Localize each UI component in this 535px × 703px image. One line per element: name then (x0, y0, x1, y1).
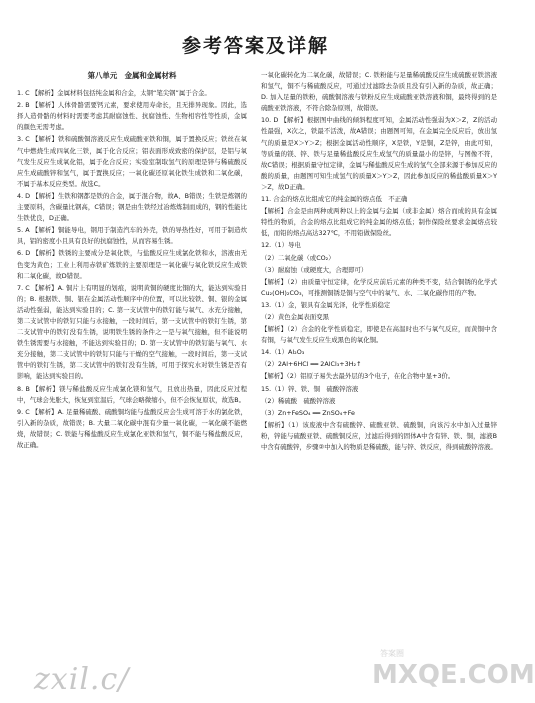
answer-paragraph: 4. D 【解析】生铁和钢都是铁的合金，属于混合物，故A、B错误；生铁是炼钢的主要原料，含碳量比钢高，C错误；钢是由生铁经过冶炼炼制而成的，钢的性能比生铁优良，D正确。 (17, 191, 247, 223)
answer-paragraph: 【解析】（2）由质量守恒定律，化学反应前后元素的种类不变，结合铜锈的化学式Cu₂(OH)₂CO₃，可推测铜锈是铜与空气中的氧气、水、二氧化碳作用的产物。 (261, 277, 497, 297)
answer-paragraph: 14.（1）Al₂O₃ (261, 348, 305, 357)
right-column (261, 70, 497, 454)
answer-paragraph: （2）黄色金属表面变黑 (261, 312, 329, 321)
answer-paragraph: 12.（1）导电 (261, 241, 301, 250)
answer-paragraph: （3）Zn+FeSO₄ ══ ZnSO₄+Fe (261, 408, 355, 417)
answer-paragraph: 【解析】（2）铝原子易失去最外层的3个电子，在化合物中显+3价。 (261, 372, 455, 381)
answer-paragraph: 7. C 【解析】A. 铜片上有明显的划痕，说明黄铜的硬度比铜的大，能达到实验目的；B. 根据铁、铜、银在金属活动性顺序中的位置，可以比较铁、铜、银的金属活动性强弱，能达到实验目的；C. 第一支试管中的铁钉能与氧气、水充分接触，第二支试管中的铁钉只能与水接触，一段时间后，第一支试管中的铁钉生锈，第二支试管中的铁钉没有生锈，说明铁生锈的条件之一是与氧气接触，但不能说明铁生锈需要与水接触，不能达到实验目的；D. 第一支试管中的铁钉能与氧气、水充分接触，第二支试管中的铁钉只能与干燥的空气接触，一段时间后，第一支试管中的铁钉生锈，第二支试管中的铁钉没有生锈，可用于探究水对铁生锈是否有影响，能达到实验目的。 (17, 283, 247, 381)
answer-paragraph: 8. B 【解析】镁与稀盐酸反应生成氯化镁和氢气，且放出热量，因此反应过程中，气球会先胀大，恢复到室温后，气球会略微缩小，但不会恢复原状，故选B。 (17, 384, 247, 404)
answer-paragraph: 6. D 【解析】铁锈的主要成分是氧化铁，与盐酸反应生成氯化铁和水，溶液由无色变为黄色；工业上利用赤铁矿炼铁的主要原理是一氧化碳与氧化铁反应生成铁和二氧化碳，故D错误。 (17, 249, 247, 280)
answer-paragraph: （2）稀硫酸 硫酸锌溶液 (261, 396, 336, 405)
answer-paragraph: 一氧化碳转化为二氧化碳，故错误；C. 铁粉能与足量稀硫酸反应生成硫酸亚铁溶液和氢气，铜不与稀硫酸反应，可通过过滤除去杂质且没有引入新的杂质，故正确；D. 加入足量的铁粉，硫酸铜溶液与铁粉反应生成硫酸亚铁溶液和铜，最终得到的是硫酸亚铁溶液，不符合除杂原则，故错误。 (261, 71, 497, 113)
answer-paragraph: 【解析】（1）该废液中含有硫酸锌、硫酸亚铁、硫酸铜，向该污水中加入过量锌粉，锌能与硫酸亚铁、硫酸铜反应，过滤后得到的固体A中含有锌、铁、铜，滤液B中含有硫酸锌，步骤②中加入的物质是稀硫酸，能与锌、铁反应，得到硫酸锌溶液。 (261, 420, 497, 451)
answer-paragraph: （2）二氧化碳（或CO₂） (261, 253, 335, 262)
left-answer-list (17, 88, 247, 451)
answer-paragraph: （2）2Al+6HCl ══ 2AlCl₃+3H₂↑ (261, 360, 362, 369)
answer-paragraph: 3. C 【解析】铁和硫酸铜溶液反应生成硫酸亚铁和铜，属于置换反应；铁丝在氧气中燃烧生成四氧化三铁，属于化合反应；铝表面形成致密的保护层，是铝与氧气发生反应生成氧化铝，属于化合反应；实验室制取氢气的原理是锌与稀硫酸反应生成硫酸锌和氢气，属于置换反应；一氧化碳还原氧化铁生成铁和二氧化碳，不属于基本反应类型。故选C。 (17, 135, 247, 188)
answer-paragraph: 【解析】（2）合金的化学性质稳定，即使是在高温时也不与氧气反应，而黄铜中含有铜，与氧气发生反应生成黑色的氧化铜。 (261, 325, 497, 345)
answer-paragraph: （3）耐腐蚀（或硬度大，合理即可） (261, 265, 368, 274)
page-title: 参考答案及详解 (181, 35, 329, 57)
answer-paragraph: 2. B 【解析】人体骨骼需要钙元素，要求使用寿命长，且无排异现象。因此，选择人造骨骼的材料时需要考虑其耐腐蚀性、抗腐蚀性、生物相容性等性质，金属的颜色无需考虑。 (17, 101, 247, 132)
watermark-mxqe: MXQE.COM (372, 660, 535, 690)
unit-heading: 第八单元 金属和金属材料 (87, 71, 177, 80)
answer-paragraph: 10. D 【解析】根据图中曲线的倾斜程度可知，金属活动性强弱为X＞Z，Z的活动性最强，X次之，铁最不活泼，故A错误；由题图可知，在金属完全反应后，放出氢气的质量是X＞Y＞Z；根据金属活动性顺序，X是铁，Y是铜，Z是锌，由此可知，等质量的镁、锌、铁与足量稀盐酸反应生成氢气的质量最小的是锌，与图像不符，故C错误；根据质量守恒定律，金属与稀盐酸反应生成的氢气全部来源于参加反应的酸的质量，由题图可知生成氢气的质量X＞Y＞Z，因此参加反应的稀盐酸质量X＞Y＞Z，故D正确。 (261, 116, 497, 191)
answer-paragraph: 5. A 【解析】铜能导电，钢用于制造汽车的外壳，铁的导热性好，可用于制造炊具，铝的密度小且具有良好的抗腐蚀性，从而容易生锈。 (17, 226, 247, 246)
watermark-daanquan: 答案圈 (380, 649, 404, 658)
answer-paragraph: 15.（1）锌、铁、铜 硫酸锌溶液 (261, 384, 359, 393)
right-answer-list (261, 70, 497, 453)
left-column (17, 70, 247, 452)
answer-paragraph: 9. C 【解析】A. 足量稀硫酸、硫酸铜均能与盐酸反应会生成可溶于水的氯化铁，引入新的杂质，故错误；B. 大量二氧化碳中混有少量一氧化碳，一氧化碳不能燃烧，故错误；C. 铁能与稀盐酸反应生成氯化亚铁和氢气，铜不能与稀盐酸反应，故正确。 (17, 407, 247, 449)
answer-paragraph: 13.（1）金，银具有金属光泽，化学性质稳定 (261, 300, 391, 309)
answer-paragraph: 【解析】合金是由两种或两种以上的金属与金属（或非金属）熔合而成的具有金属特性的物质，合金的熔点比组成它的纯金属的熔点低；制作保险丝要求金属熔点较低，而铅的熔点高达327℃，不用铅做保险丝。 (261, 207, 497, 238)
answer-paragraph: 1. C 【解析】金属材料包括纯金属和合金，太钢“笔尖钢”属于合金。 (17, 89, 211, 98)
answer-paragraph: 11. 合金的熔点比组成它的纯金属的熔点低 不正确 (261, 195, 408, 204)
watermark-zxil: zxil.c/ (34, 662, 130, 697)
